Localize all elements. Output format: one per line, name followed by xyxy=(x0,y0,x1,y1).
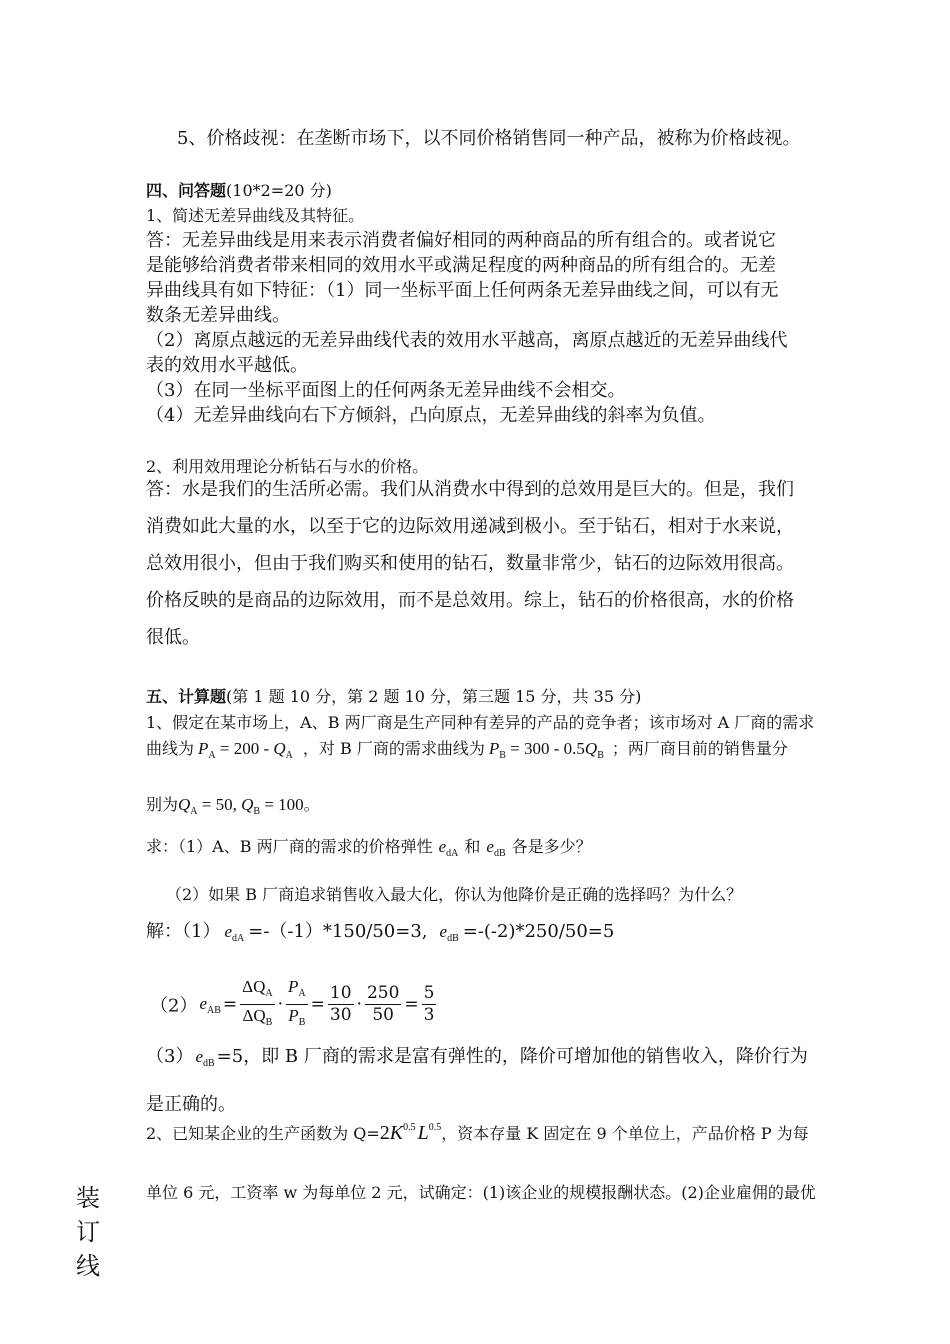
answer-1-line-7: （3）在同一坐标平面图上的任何两条无差异曲线不会相交。 xyxy=(146,380,626,401)
answer-1-line-5: （2）离原点越远的无差异曲线代表的效用水平越高，离原点越近的无差异曲线代 xyxy=(146,330,788,351)
answer-1-line-2: 是能够给消费者带来相同的效用水平或满足程度的两种商品的所有组合的。无差 xyxy=(146,255,776,276)
fraction-5-3: $\frac{5}{3}$ xyxy=(423,983,435,1025)
production-function: $2K^{0.5}$ $L^{0.5}$ xyxy=(379,1122,442,1144)
answer-1-line-4: 数条无差异曲线。 xyxy=(146,305,290,326)
section-4-score: (10*2=20 分) xyxy=(226,181,332,200)
problem-2-line-1: 2、已知某企业的生产函数为 $Q=2K^{0.5}$ $L^{0.5}$，资本存量 K 固定在 9 个单位上，产品价格 P 为每 xyxy=(146,1122,809,1144)
fraction-price: $\frac{P_A}{P_B}$ xyxy=(288,977,306,1028)
question-1: 1、简述无差异曲线及其特征。 xyxy=(146,206,365,225)
fraction-delta-q: $\frac{\Delta Q_A}{\Delta Q_B}$ xyxy=(242,977,273,1028)
section-4-heading xyxy=(146,178,332,201)
problem-1-line-1: 1、假定在某市场上，A、B 两厂商是生产同种有差异的产品的竞争者；该市场对 A 厂商的需求 xyxy=(146,713,815,732)
answer-2-line-3: 总效用很小，但由于我们购买和使用的钻石，数量非常少，钻石的边际效用很高。 xyxy=(146,553,794,574)
problem-1-ask-1: 求：（1）A、B 两厂商的需求的价格弹性 $e_{dA}$ 和 $e_{dB}$ 各是多少？ xyxy=(146,837,592,859)
elasticity-b: $e_{dB}$ xyxy=(486,837,506,859)
answer-1-line-3: 异曲线具有如下特征：（1）同一坐标平面上任何两条无差异曲线之间，可以有无 xyxy=(146,280,779,301)
problem-2-line-2: 单位 6 元，工资率 w 为每单位 2 元，试确定：(1)该企业的规模报酬状态。(2)企业雇佣的最优 xyxy=(146,1183,816,1202)
solution-3-line-2: 是正确的。 xyxy=(146,1094,236,1115)
binding-char-3: 线 xyxy=(76,1252,100,1280)
elasticity-a-symbol: $e_{dA}$ xyxy=(224,922,245,944)
elasticity-b-result: $e_{dB}$ xyxy=(195,1047,215,1069)
problem-1-ask-2: （2）如果 B 厂商追求销售收入最大化，你认为他降价是正确的选择吗？为什么？ xyxy=(166,885,743,904)
answer-1-line-8: （4）无差异曲线向右下方倾斜，凸向原点，无差异曲线的斜率为负值。 xyxy=(146,405,716,426)
demand-equation-a: $P_A = 200 - Q_A$ xyxy=(198,739,293,761)
problem-1-line-3: 别为$Q_A = 50$, $Q_B = 100$。 xyxy=(146,795,320,817)
binding-char-2: 订 xyxy=(76,1218,100,1246)
answer-2-line-4: 价格反映的是商品的边际效用，而不是总效用。综上，钻石的价格很高，水的价格 xyxy=(146,590,794,611)
problem-1-demand-b-label: ，对 B 厂商的需求曲线为 xyxy=(302,739,485,758)
section-5-title: 五、计算题 xyxy=(146,687,227,706)
section-5-score: (第 1 题 10 分，第 2 题 10 分，第三题 15 分，共 35 分) xyxy=(226,687,642,706)
elasticity-a: $e_{dA}$ xyxy=(438,837,459,859)
answer-2-line-2: 消费如此大量的水，以至于它的边际效用递减到极小。至于钻石，相对于水来说， xyxy=(146,516,794,537)
question-2: 2、利用效用理论分析钻石与水的价格。 xyxy=(146,457,429,476)
problem-1-line-2 xyxy=(146,736,788,761)
elasticity-b-symbol: $e_{dB}$ xyxy=(439,922,459,944)
solution-1: 解：（1） $e_{dA} =-(-1)*150/50=3$, $e_{dB} =-(-2)*250/50=5$ xyxy=(146,921,615,944)
answer-2-line-1: 答：水是我们的生活所必需。我们从消费水中得到的总效用是巨大的。但是，我们 xyxy=(146,479,794,500)
demand-equation-b: $P_B = 300 - 0.5Q_B$ xyxy=(488,739,604,761)
cross-elasticity-symbol: $e_{AB}$ xyxy=(199,993,221,1016)
problem-1-demand-a-label: 曲线为 xyxy=(146,739,195,758)
solution-3-line-1: （3） $e_{dB} =5$，即 B 厂商的需求是富有弹性的，降价可增加他的销售收入，降价行为 xyxy=(146,1046,808,1069)
answer-2-line-5: 很低。 xyxy=(146,627,200,648)
section-4-title: 四、问答题 xyxy=(146,181,227,200)
sales-quantities: $Q_A = 50$, $Q_B = 100$ xyxy=(178,795,304,817)
fraction-10-30: $\frac{10}{30}$ xyxy=(329,983,352,1025)
binding-char-1: 装 xyxy=(76,1184,100,1212)
solution-2: （2） $e_{AB}$ = $\frac{\Delta Q_A}{\Delta Q_B}$ · $\frac{P_A}{P_B}$ = $\frac{10}{30}$ · $\frac{250}{50}$ = $\frac{5}{3}$ xyxy=(150,976,439,1033)
answer-1-line-1: 答：无差异曲线是用来表示消费者偏好相同的两种商品的所有组合的。或者说它 xyxy=(146,230,776,251)
problem-1-sales-label: ；两厂商目前的销售量分 xyxy=(611,739,788,758)
answer-1-line-6: 表的效用水平越低。 xyxy=(146,355,308,376)
section-5-heading xyxy=(146,684,641,707)
definition-item-5: 5、价格歧视：在垄断市场下，以不同价格销售同一种产品，被称为价格歧视。 xyxy=(177,128,801,149)
fraction-250-50: $\frac{250}{50}$ xyxy=(366,983,400,1025)
